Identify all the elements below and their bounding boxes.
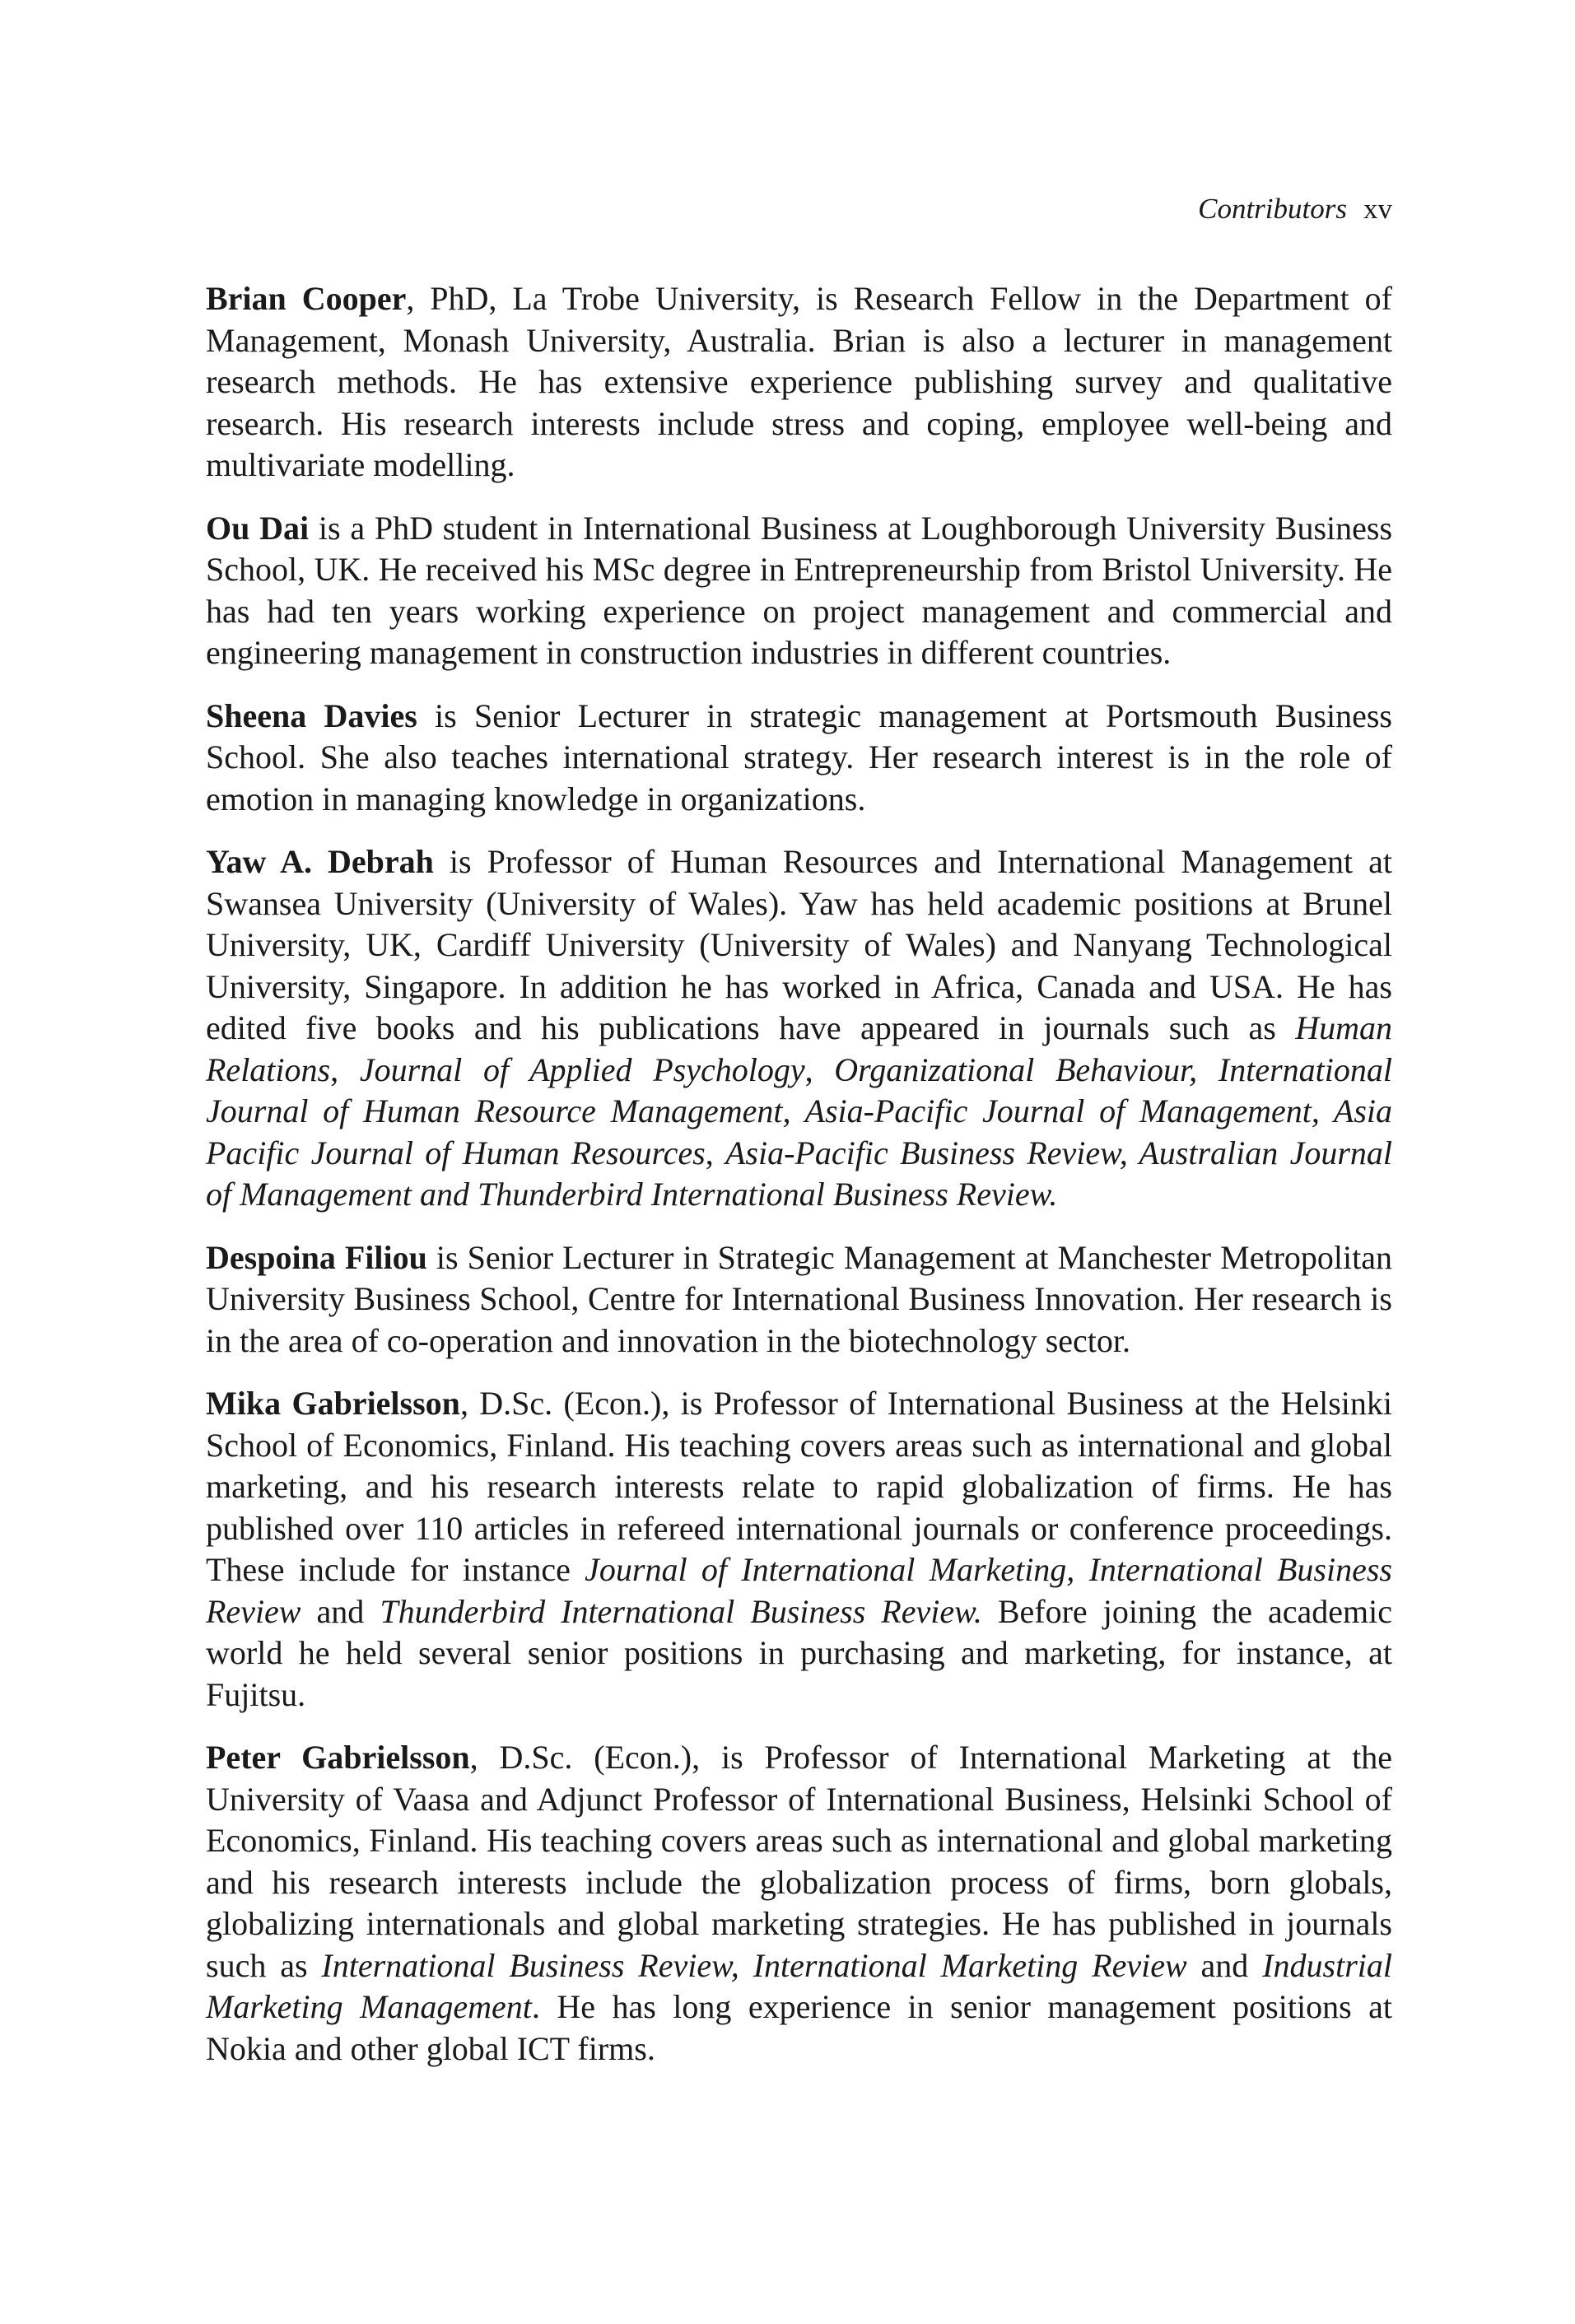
journal-title: Journal of International Marketing, International Business Review (206, 1551, 1392, 1630)
bio-text: is Senior Lecturer in Strategic Management at Manchester Metropolitan University Business School, Centre for International Business Innovation. Her research is in the area of co-operation and innovation in the biotechnology sector. (206, 1238, 1392, 1359)
contributor-entry (206, 1383, 1392, 1716)
journal-title: Human Relations (206, 1009, 1392, 1088)
journal-title: Industrial Marketing Management (206, 1946, 1392, 2025)
journal-title: Thunderbird International Business Review. (380, 1592, 982, 1630)
contributor-entry (206, 508, 1392, 674)
page-number: xv (1363, 193, 1392, 225)
section-title: Contributors (1198, 193, 1347, 225)
contributor-name: Ou Dai (206, 509, 310, 547)
contributor-entry (206, 1237, 1392, 1362)
journal-title: Journal of Applied Psychology (359, 1050, 805, 1088)
bio-text: and (301, 1592, 380, 1630)
contributor-entry (206, 1737, 1392, 2070)
bio-text: , PhD, La Trobe University, is Research Fellow in the Department of Management, Monash University, Australia. Brian is also a lecturer in management research methods. He has extensive experience publishing survey and qualitative research. His research interests include stress and coping, employee well-being and multivariate modelling. (206, 280, 1392, 483)
bio-text: is Professor of Human Resources and International Management at Swansea University (University of Wales). Yaw has held academic positions at Brunel University, UK, Cardiff University (University of Wales) and Nanyang Technological University, Singapore. In addition he has worked in Africa, Canada and USA. He has edited five books and his publications have appeared in journals such as (206, 843, 1393, 1046)
contributor-name: Yaw A. Debrah (206, 843, 434, 880)
bio-text: Before joining the academic world he held several senior positions in purchasing and marketing, for instance, at Fujitsu. (206, 1592, 1392, 1713)
journal-title: Asia-Pacific Business Review, Australian Journal of Management and Thunderbird International Business Review. (206, 1134, 1393, 1213)
bio-text: is Senior Lecturer in strategic management at Portsmouth Business School. She also teaches international strategy. Her research interest is in the role of emotion in managing knowledge in organizations. (206, 696, 1392, 817)
bio-text: and (1186, 1946, 1263, 1984)
contributor-name: Brian Cooper (206, 280, 407, 317)
contributors-list (206, 278, 1392, 2091)
contributor-entry (206, 841, 1392, 1216)
contributor-name: Sheena Davies (206, 696, 417, 734)
running-head (1198, 191, 1392, 227)
contributor-name: Peter Gabrielsson (206, 1739, 470, 1776)
bio-text: , D.Sc. (Econ.), is Professor of International Business at the Helsinki School of Economics, Finland. His teaching covers areas such as international and global marketing, and his research interests relate to rapid globalization of firms. He has published over 110 articles in refereed international journals or conference proceedings. These include for instance (206, 1385, 1392, 1588)
contributor-entry (206, 278, 1392, 487)
journal-title: International Business Review, International Marketing Review (321, 1946, 1187, 1984)
contributor-entry (206, 696, 1392, 821)
bio-text: , (705, 1134, 725, 1171)
bio-text: , D.Sc. (Econ.), is Professor of International Marketing at the University of Vaasa and Adjunct Professor of International Business, Helsinki School of Economics, Finland. His teaching covers areas such as international and global marketing and his research interests include the globalization process of firms, born globals, globalizing internationals and global marketing strategies. He has published in journals such as (206, 1739, 1392, 1984)
contributor-name: Despoina Filiou (206, 1238, 427, 1276)
journal-title: Organizational Behaviour, International Journal of Human Resource Management, Asia-Pacific Journal of Management, Asia Pacific Journal of Human Resources (206, 1050, 1392, 1171)
bio-text: . He has long experience in senior management positions at Nokia and other global ICT firms. (206, 1988, 1392, 2067)
contributor-name: Mika Gabrielsson (206, 1385, 460, 1422)
bio-text: , (330, 1050, 360, 1088)
bio-text: is a PhD student in International Business at Loughborough University Business School, UK. He received his MSc degree in Entrepreneurship from Bristol University. He has had ten years working experience on project management and commercial and engineering management in construction industries in different countries. (206, 509, 1393, 671)
bio-text: , (804, 1050, 835, 1088)
